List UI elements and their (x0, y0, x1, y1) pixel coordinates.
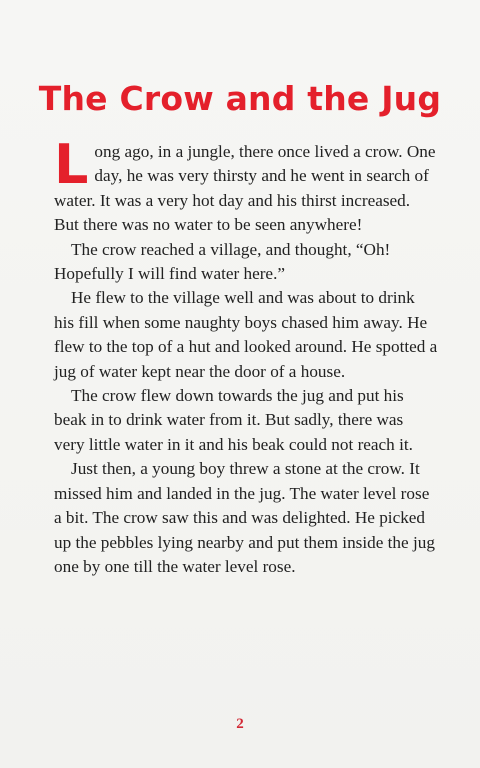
paragraph-1 (54, 133, 438, 238)
story-title: The Crow and the Jug (38, 79, 442, 119)
paragraph-3: He flew to the village well and was about to drink his fill when some naughty boys chased him away. He flew to the top of a hut and looked around. He spotted a jug of water kept near the door of a house. (54, 288, 438, 381)
paragraph-2: The crow reached a village, and thought, “Oh! Hopefully I will find water here.” (54, 239, 391, 284)
story-text (54, 133, 438, 579)
paragraph-5: Just then, a young boy threw a stone at the crow. It missed him and landed in the jug. The water level rose a bit. The crow saw this and was delighted. He picked up the pebbles lying nearby and put them inside the jug one by one till the water level rose. (54, 459, 435, 576)
page-number: 2 (236, 716, 244, 732)
drop-cap: L (54, 133, 89, 196)
paragraph-4: The crow flew down towards the jug and put his beak in to drink water from it. But sadly, there was very little water in it and his beak could not reach it. (54, 386, 413, 454)
paragraph-1-text: ong ago, in a jungle, there once lived a crow. One day, he was very thirsty and he went in search of water. It was a very hot day and his thirst increased. But there was no water to be seen anywhere! (54, 142, 436, 235)
